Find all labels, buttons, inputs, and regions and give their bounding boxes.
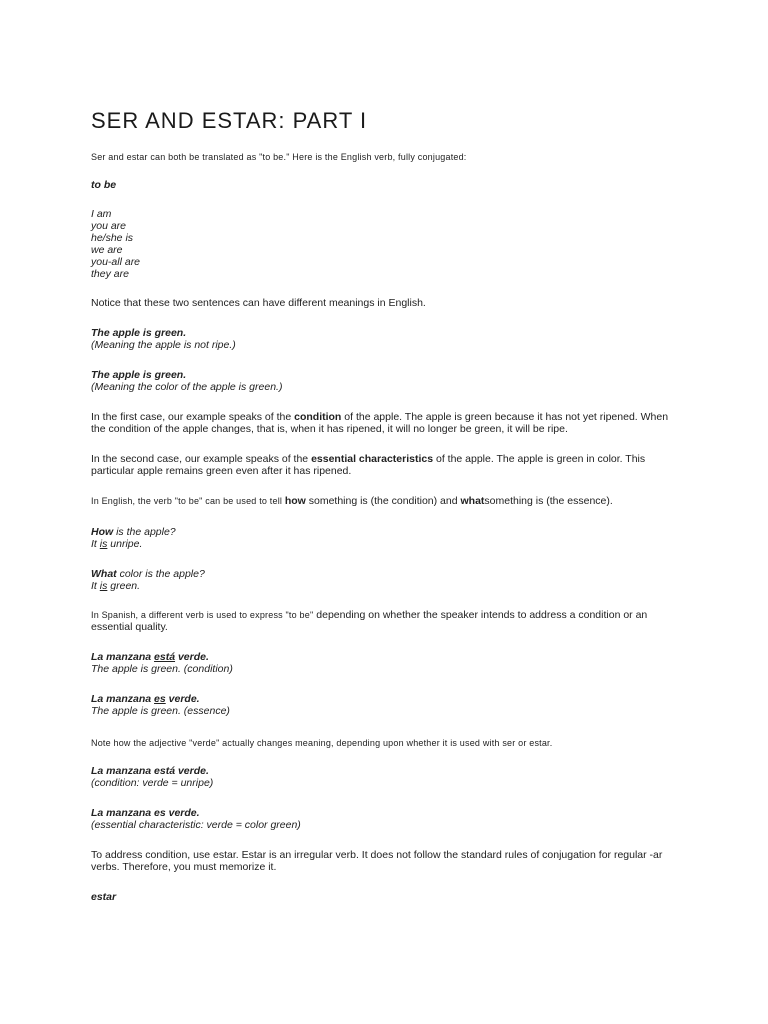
notice-paragraph: Notice that these two sentences can have different meanings in English. [91,297,426,309]
spanish-example-3: La manzana está verde. (condition: verde = unripe) [91,765,214,789]
example-1 [91,327,681,351]
question-how: How is the apple? It is unripe. [91,526,176,550]
conjugation-item: he/she is [91,232,134,244]
address-paragraph: To address condition, use estar. Estar is an irregular verb. It does not follow the standard rules of conjugation for regular -ar verbs. Therefore, you must memorize it. [91,849,663,873]
estar-heading: estar [91,891,117,903]
example-2 [91,369,681,393]
example-note: (Meaning the color of the apple is green.) [91,381,283,393]
example-note: (Meaning the apple is not ripe.) [91,339,236,351]
first-case-paragraph: In the first case, our example speaks of the condition of the apple. The apple is green because it has not yet ripened. When the condition of the apple changes, that is, when it has ripened, it will no longer be green, it will be ripe. [91,411,669,435]
english-paragraph: In English, the verb "to be" can be used to tell how something is (the condition) and whatsomething is (the essence). [91,495,613,507]
spanish-example-4: La manzana es verde. (essential characteristic: verde = color green) [91,807,301,831]
to-be-heading: to be [91,179,117,191]
intro-paragraph: Ser and estar can both be translated as "to be." Here is the English verb, fully conjugated: [91,152,467,162]
adjective-note: Note how the adjective "verde" actually changes meaning, depending upon whether it is used with ser or estar. [91,738,553,748]
question-what: What color is the apple? It is green. [91,568,205,592]
spanish-paragraph: In Spanish, a different verb is used to express "to be" depending on whether the speaker intends to address a condition or an essential quality. [91,609,648,633]
example-sentence: The apple is green. [91,327,187,339]
conjugation-item: you are [91,220,127,232]
conjugation-item: I am [91,208,112,220]
conjugation-item: we are [91,244,123,256]
conjugation-item: they are [91,268,129,280]
second-case-paragraph: In the second case, our example speaks of the essential characteristics of the apple. The apple is green in color. This particular apple remains green even after it has ripened. [91,453,646,477]
page-title: SER AND ESTAR: PART I [91,108,368,133]
spanish-example-1: La manzana está verde. The apple is green. (condition) [91,651,233,675]
spanish-example-2: La manzana es verde. The apple is green. (essence) [91,693,230,717]
conjugation-item: you-all are [91,256,141,268]
conjugation-list [91,208,681,280]
example-sentence: The apple is green. [91,369,187,381]
